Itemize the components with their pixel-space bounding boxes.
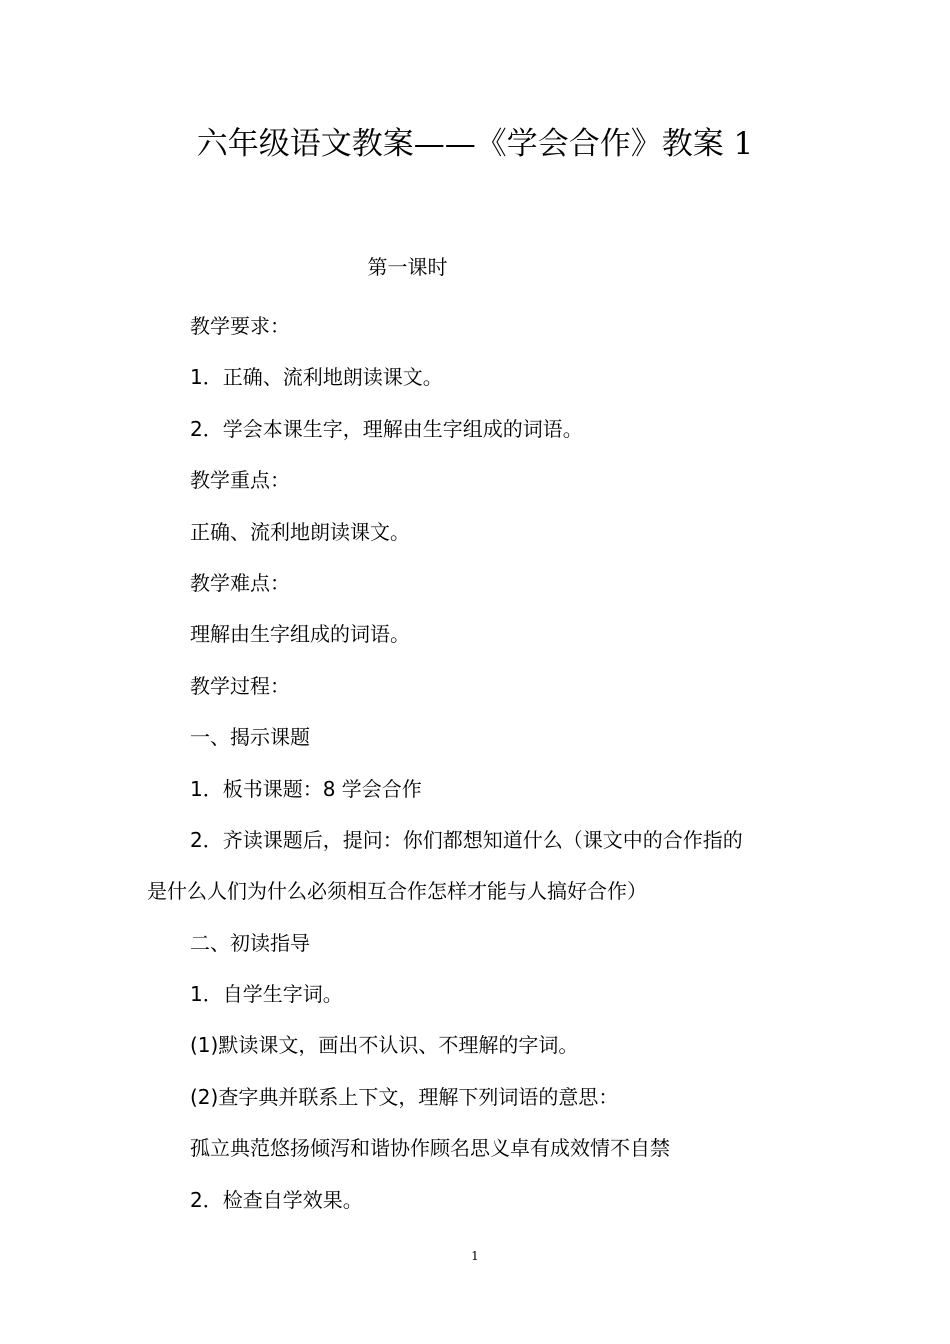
paragraph: 2．检查自学效果。 [190,1187,363,1212]
paragraph: 二、初读指导 [190,930,310,955]
paragraph: 一、揭示课题 [190,725,310,750]
paragraph: 1．正确、流利地朗读课文。 [190,365,443,390]
paragraph: 教学过程： [190,673,290,698]
paragraph: 2．齐读课题后，提问：你们都想知道什么（课文中的合作指的 [190,827,743,852]
paragraph: 1．自学生字词。 [190,982,343,1007]
page-number: 1 [471,1249,479,1263]
paragraph: 理解由生字组成的词语。 [190,622,410,647]
paragraph: 1．板书课题：8 学会合作 [190,776,422,801]
paragraph: 正确、流利地朗读课文。 [190,519,410,544]
document-title: 六年级语文教案——《学会合作》教案 1 [196,126,754,162]
paragraph-continuation: 是什么人们为什么必须相互合作怎样才能与人搞好合作） [147,879,647,904]
paragraph: (2)查字典并联系上下文，理解下列词语的意思： [190,1084,619,1109]
paragraph: 孤立典范悠扬倾泻和谐协作顾名思义卓有成效情不自禁 [190,1136,670,1161]
paragraph: 教学要求： [190,314,290,338]
document-body [0,301,950,1226]
paragraph: (1)默读课文，画出不认识、不理解的字词。 [190,1033,579,1058]
paragraph: 教学重点： [190,468,290,493]
paragraph: 2．学会本课生字，理解由生字组成的词语。 [190,416,583,441]
paragraph: 教学难点： [190,570,290,595]
lesson-heading: 第一课时 [367,255,448,279]
